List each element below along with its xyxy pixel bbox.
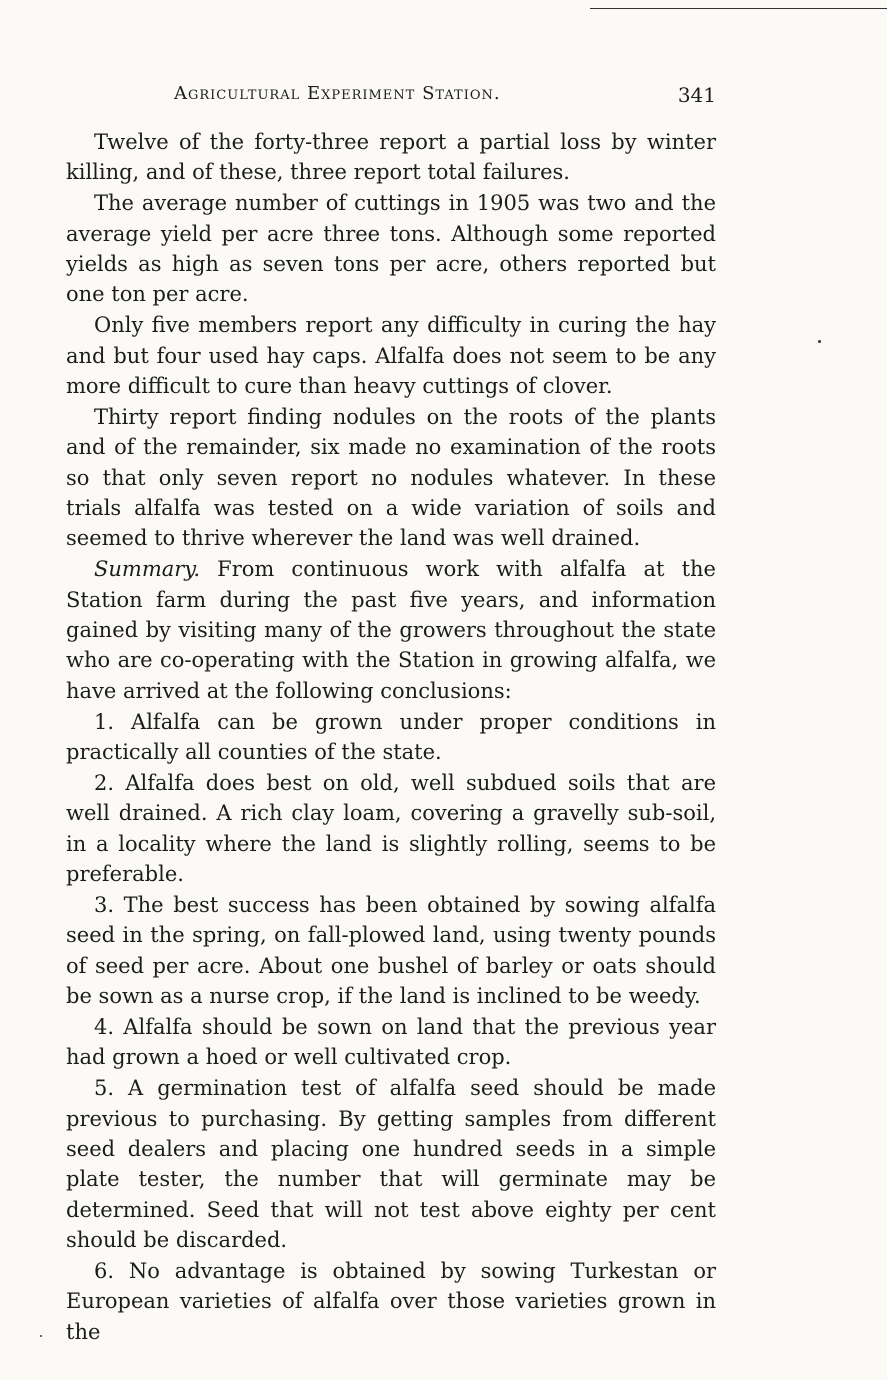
paragraph-nodules: Thirty report finding nodules on the roots of the plants and of the remainder, six made no examination of the roots so that only seven report no nodules whatever. In these trials alfalfa was tested on a wide variation of soils and seemed to thrive wherever the land was well drained. [66, 404, 716, 551]
page-number: 341 [677, 83, 716, 107]
conclusion-5: 5. A germination test of alfalfa seed should be made previous to purchasing. By getting samples from different seed dealers and placing one hundred seeds in a simple plate tester, the number that will germinate may be determined. Seed that will not test above eighty per cent should be discarded. [66, 1076, 716, 1253]
conclusion-6: 6. No advantage is obtained by sowing Turkestan or European varieties of alfalfa over those varieties grown in the [66, 1258, 716, 1344]
paragraph-summary: Summary. From continuous work with alfalfa at the Station farm during the past five years, and information gained by visiting many of the growers throughout the state who are co-operating with the Station in growing alfalfa, we have arrived at the following conclusions: [66, 557, 716, 703]
conclusion-3: 3. The best success has been obtained by sowing alfalfa seed in the spring, on fall-plowed land, using twenty pounds of seed per acre. About one bushel of barley or oats should be sown as a nurse crop, if the land is inclined to be weedy. [66, 892, 716, 1009]
running-title: Agricultural Experiment Station. [174, 83, 501, 104]
body-text [66, 127, 716, 1347]
top-edge-rule [590, 8, 887, 9]
print-speck [40, 1335, 42, 1337]
paragraph-curing-hay: Only five members report any difficulty in curing the hay and but four used hay caps. Alfalfa does not seem to be any more difficult to cure than heavy cuttings of clover. [66, 313, 716, 399]
paragraph-cuttings-yield: The average number of cuttings in 1905 was two and the average yield per acre three tons. Although some reported yields as high as seven tons per acre, others reported but one ton per acre. [66, 191, 716, 307]
print-speck [818, 340, 821, 343]
summary-lead: Summary. [94, 557, 201, 582]
conclusion-2: 2. Alfalfa does best on old, well subdued soils that are well drained. A rich clay loam, covering a gravelly sub-soil, in a locality where the land is slightly rolling, seems to be preferable. [66, 770, 716, 887]
running-header [66, 83, 716, 113]
conclusion-1: 1. Alfalfa can be grown under proper conditions in practically all counties of the state. [66, 709, 716, 765]
conclusion-4: 4. Alfalfa should be sown on land that the previous year had grown a hoed or well cultivated crop. [66, 1014, 716, 1070]
paragraph-winter-killing: Twelve of the forty-three report a partial loss by winter killing, and of these, three report total failures. [66, 130, 716, 185]
